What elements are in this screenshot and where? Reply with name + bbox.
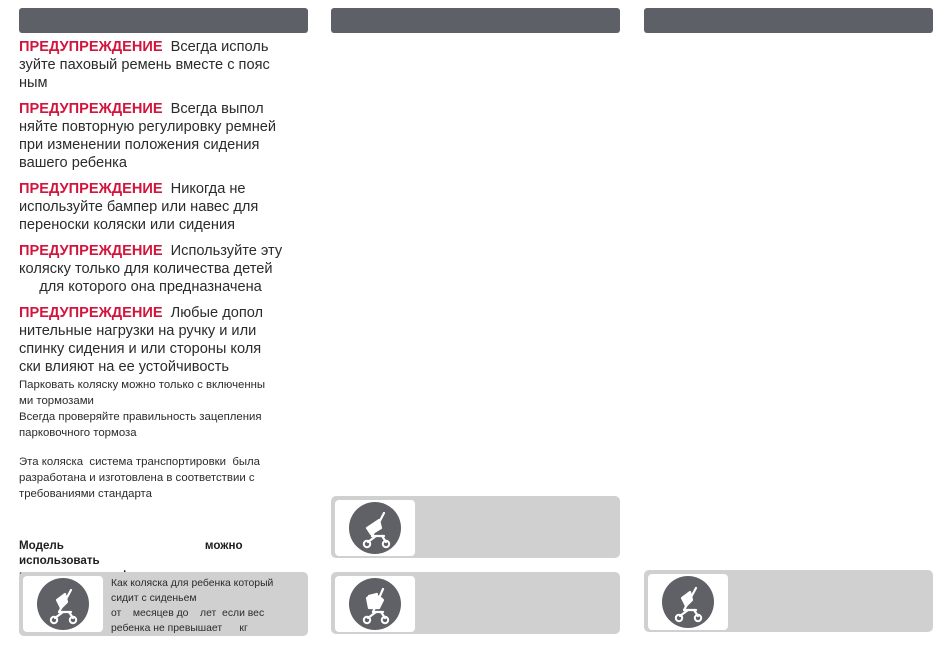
card-line: Как коляска для ребенка который <box>111 578 274 589</box>
warning-text: Любые допол <box>170 305 264 321</box>
warning-text: Всегда выпол <box>170 101 264 117</box>
icon-box <box>23 576 103 632</box>
warning-text: Никогда не <box>170 181 246 197</box>
warning-label: ПРЕДУПРЕЖДЕНИЕ <box>19 181 163 197</box>
card-line: ребенка не превышает кг <box>111 623 248 634</box>
card-line: от месяцев до лет если вес <box>111 608 265 619</box>
warning-text: вашего ребенка <box>19 155 127 171</box>
column-right <box>644 0 933 665</box>
stroller-car-seat-icon <box>349 578 401 630</box>
section-header-bar <box>19 8 308 33</box>
warning-readjust <box>19 100 311 172</box>
warning-bumper <box>19 180 311 234</box>
config-card-car-seat <box>331 572 620 634</box>
stroller-reclined-icon <box>349 502 401 554</box>
warning-label: ПРЕДУПРЕЖДЕНИЕ <box>19 243 163 259</box>
card-line: сидит с сиденьем <box>111 593 197 604</box>
section-header-bar <box>644 8 933 33</box>
warning-text: коляску только для количества детей <box>19 261 273 277</box>
warnings-list <box>19 38 311 384</box>
config-card-seated <box>19 572 308 636</box>
warning-text: ным <box>19 75 48 91</box>
warning-text: нительные нагрузки на ручку и или <box>19 323 257 339</box>
warning-text: при изменении положения сидения <box>19 137 260 153</box>
note-line: требованиями стандарта <box>19 488 152 500</box>
config-card-seated-alt <box>644 570 933 632</box>
config-card-reclined <box>331 496 620 558</box>
icon-box <box>335 500 415 556</box>
warning-text: Используйте эту <box>170 243 283 259</box>
warning-stability <box>19 304 311 376</box>
warning-label: ПРЕДУПРЕЖДЕНИЕ <box>19 39 163 55</box>
warning-text: Всегда исполь <box>170 39 269 55</box>
warning-text: спинку сидения и или стороны коля <box>19 341 262 357</box>
column-middle <box>331 0 620 665</box>
parking-brake-note <box>19 377 309 441</box>
note-line: Всегда проверяйте правильность зацепления <box>19 411 262 423</box>
note-line: парковочного тормоза <box>19 427 137 439</box>
warning-text: для которого она предназначена <box>19 279 262 295</box>
config-card-text <box>111 576 305 636</box>
warning-text: используйте бампер или навес для <box>19 199 259 215</box>
warning-text: няйте повторную регулировку ремней <box>19 119 277 135</box>
warning-text: переноски коляски или сидения <box>19 217 236 233</box>
note-line: Парковать коляску можно только с включенны <box>19 379 266 391</box>
icon-box <box>648 574 728 630</box>
warning-belt <box>19 38 311 92</box>
section-header-bar <box>331 8 620 33</box>
warning-text: зуйте паховый ремень вместе с пояс <box>19 57 270 73</box>
note-line: ми тормозами <box>19 395 94 407</box>
warning-label: ПРЕДУПРЕЖДЕНИЕ <box>19 101 163 117</box>
stroller-seat-icon <box>662 576 714 628</box>
warning-capacity <box>19 242 311 296</box>
icon-box <box>335 576 415 632</box>
warning-text: ски влияют на ее устойчивость <box>19 359 230 375</box>
column-left <box>19 0 308 665</box>
warning-label: ПРЕДУПРЕЖДЕНИЕ <box>19 305 163 321</box>
stroller-seat-icon <box>37 578 89 630</box>
standard-compliance-note <box>19 454 309 502</box>
heading-text: Модель <box>19 539 64 552</box>
note-line: разработана и изготовлена в соответствии с <box>19 472 255 484</box>
heading-text: можно использовать <box>19 539 243 567</box>
note-line: Эта коляска система транспортировки была <box>19 456 261 468</box>
